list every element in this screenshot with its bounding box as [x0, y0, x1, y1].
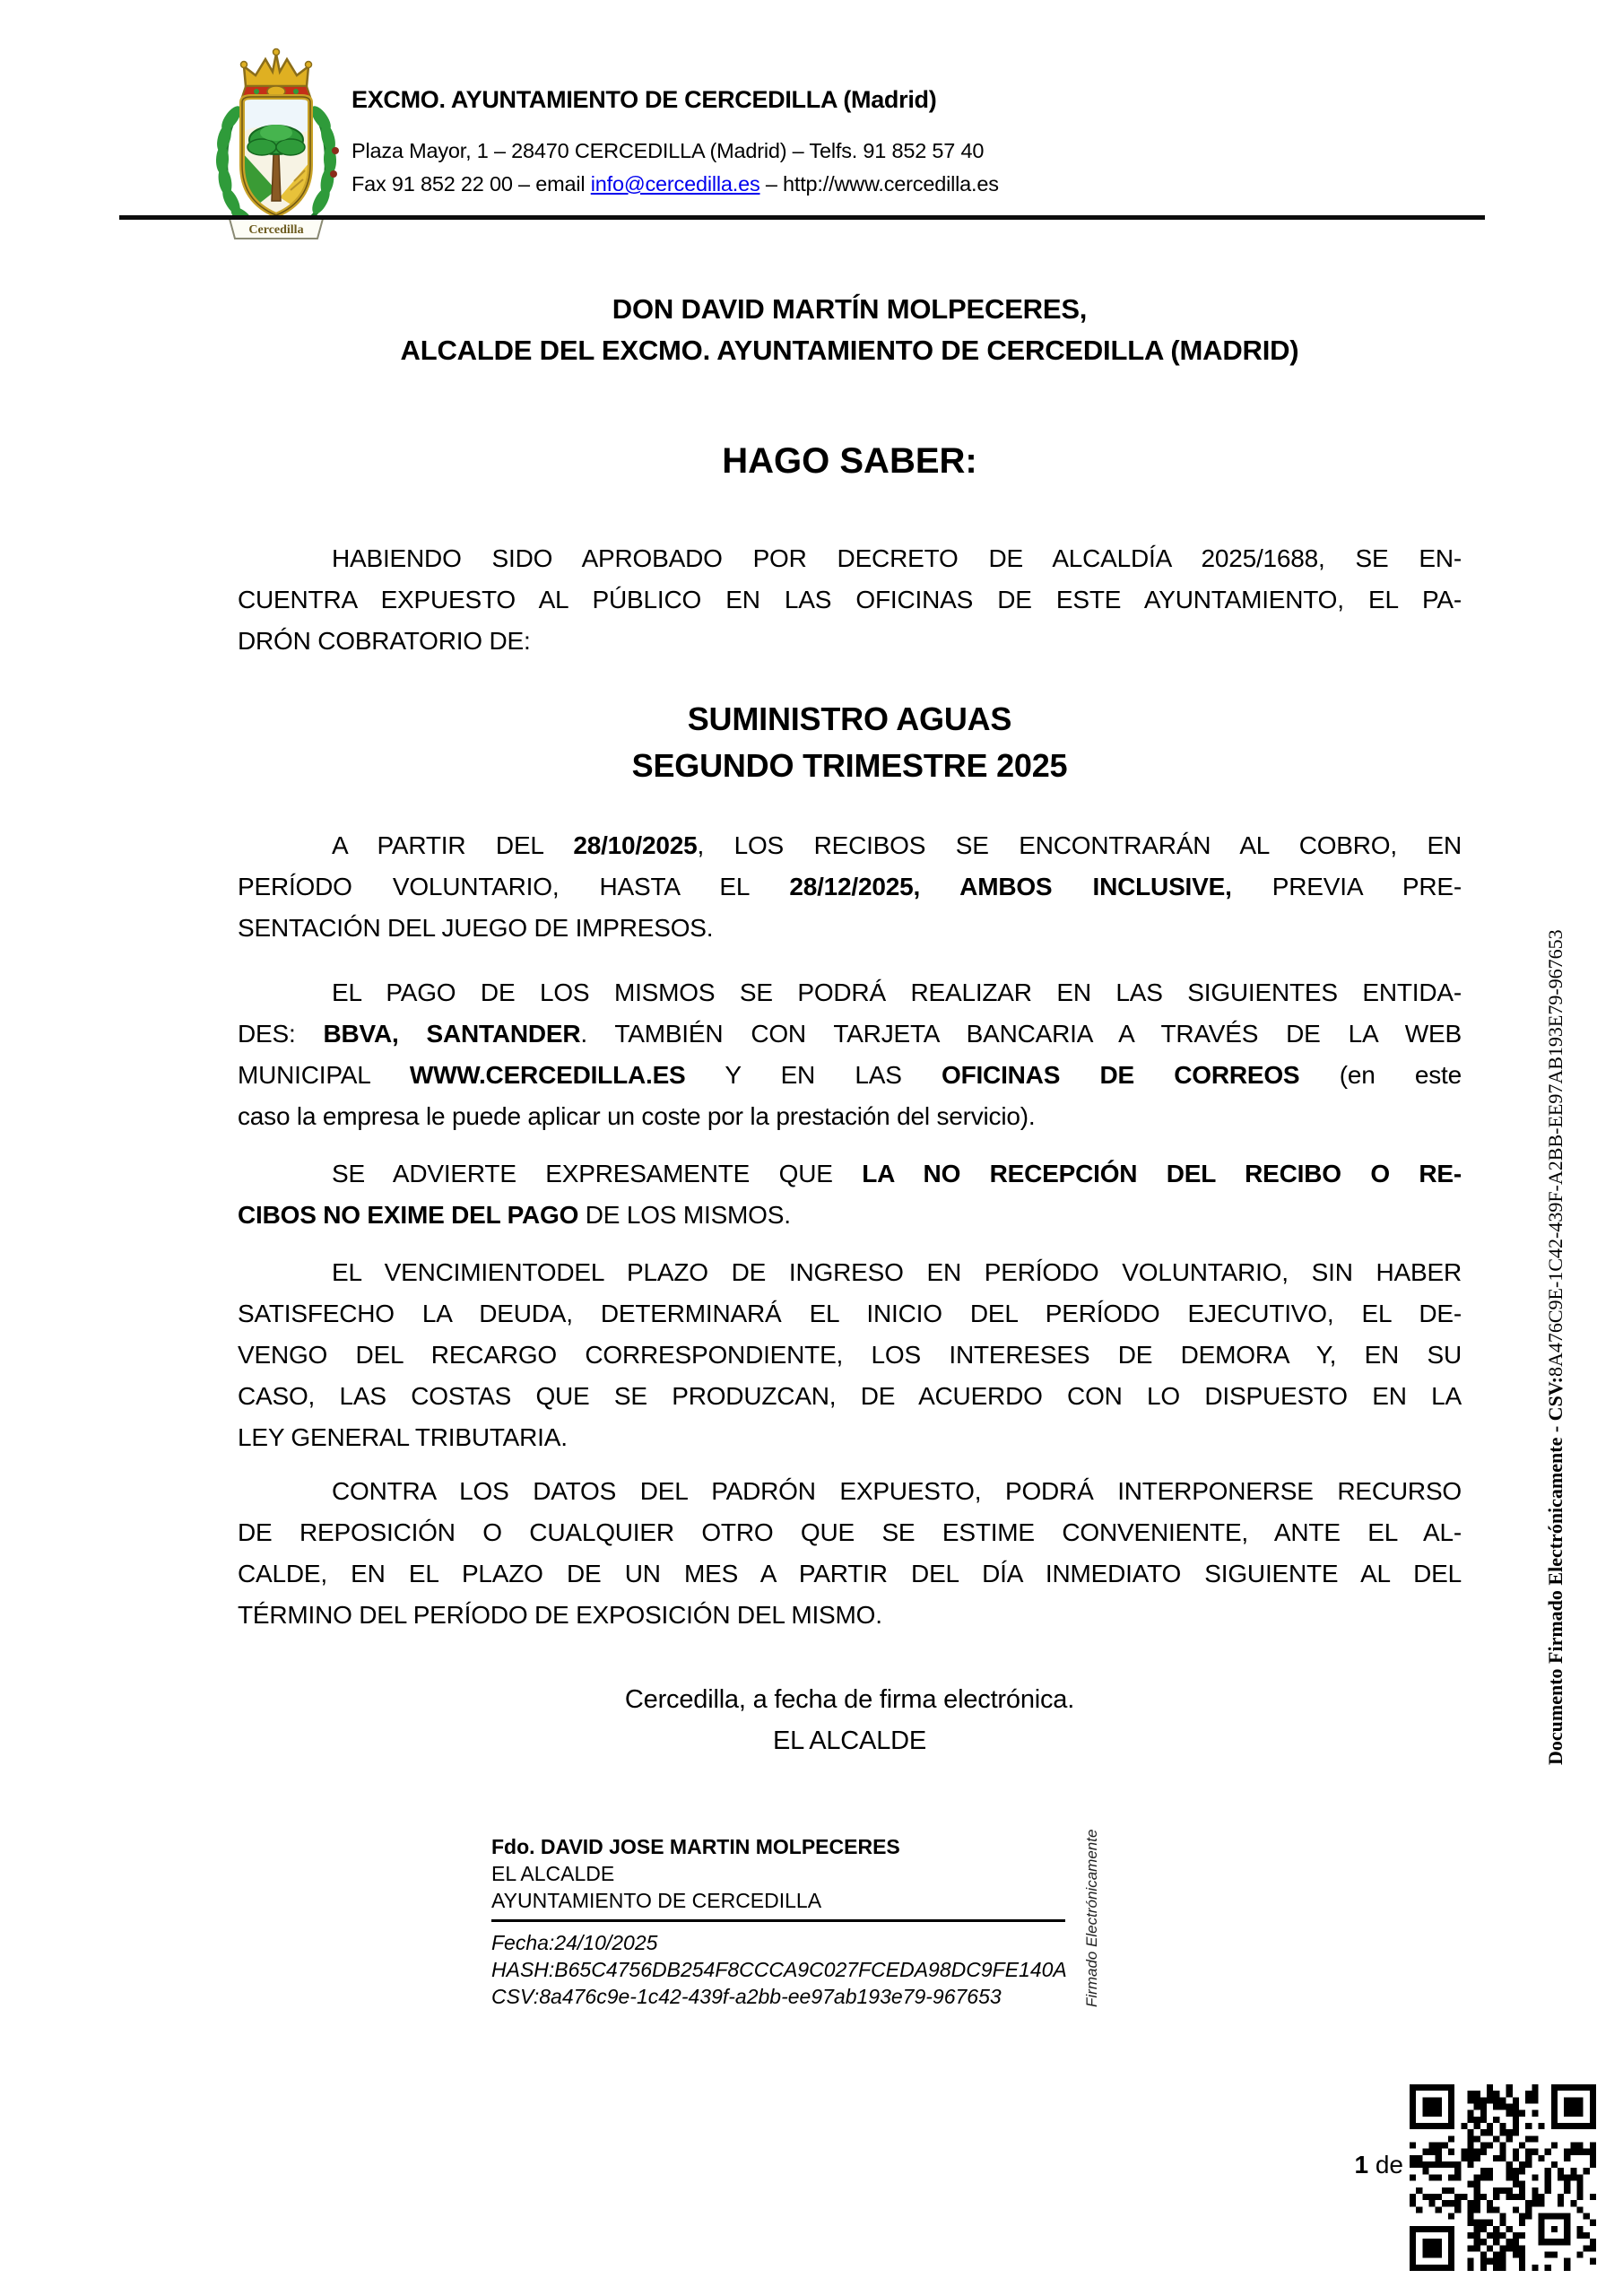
crown — [241, 49, 312, 98]
signature-name: Fdo. DAVID JOSE MARTIN MOLPECERES — [491, 1835, 900, 1858]
org-name: EXCMO. AYUNTAMIENTO DE CERCEDILLA (Madrid) — [352, 86, 937, 113]
body-text: MUNICIPAL — [238, 1061, 410, 1089]
body-line — [238, 1055, 1462, 1096]
side-csv-stamp — [1544, 929, 1567, 1765]
body-line — [238, 1096, 1462, 1137]
body-line — [238, 1512, 1462, 1553]
body-line — [238, 1153, 1462, 1195]
body-text: SENTACIÓN DEL JUEGO DE IMPRESOS. — [238, 914, 714, 942]
body-line — [238, 538, 1462, 579]
ribbon-banner — [230, 219, 323, 239]
body-line — [238, 1293, 1462, 1335]
body-text-bold: BBVA, SANTANDER — [323, 1020, 581, 1048]
body-text: CUENTRA EXPUESTO AL PÚBLICO EN LAS OFICINAS DE ESTE AYUNTAMIENTO, EL PA- — [238, 586, 1462, 613]
body-line — [238, 1376, 1462, 1417]
body-line — [238, 972, 1462, 1013]
body-text-bold: WWW.CERCEDILLA.ES — [409, 1061, 686, 1089]
body-text: Y EN LAS — [685, 1061, 942, 1089]
body-text: DE REPOSICIÓN O CUALQUIER OTRO QUE SE ESTIME CONVENIENTE, ANTE EL AL- — [238, 1518, 1462, 1546]
closing-role: EL ALCALDE — [772, 1726, 927, 1755]
qr-code — [1410, 2084, 1596, 2271]
org-contact — [352, 172, 999, 196]
body-text-bold: LA NO RECEPCIÓN DEL RECIBO O RE- — [862, 1160, 1462, 1187]
body-text: TÉRMINO DEL PERÍODO DE EXPOSICIÓN DEL MISMO. — [238, 1601, 882, 1629]
body-line — [238, 1595, 1462, 1636]
body-paragraph — [238, 1153, 1462, 1236]
body-text: SATISFECHO LA DEUDA, DETERMINARÁ EL INICIO DEL PERÍODO EJECUTIVO, EL DE- — [238, 1300, 1462, 1327]
body-line — [238, 579, 1462, 621]
body-paragraph — [238, 825, 1462, 949]
body-line — [238, 1252, 1462, 1293]
subject-line-1: SUMINISTRO AGUAS — [687, 700, 1012, 737]
signed-electronically-stamp: Firmado Electrónicamente — [1083, 1829, 1100, 2007]
body-text: . TAMBIÉN CON TARJETA BANCARIA A TRAVÉS DE LA WEB — [580, 1020, 1462, 1048]
fax-text: Fax 91 852 22 00 – email — [352, 172, 591, 196]
email-link[interactable]: info@cercedilla.es — [590, 172, 760, 196]
body-text: EL PAGO DE LOS MISMOS SE PODRÁ REALIZAR EN LAS SIGUIENTES ENTIDA- — [332, 978, 1462, 1006]
body-line — [238, 1195, 1462, 1236]
body-text: EL VENCIMIENTODEL PLAZO DE INGRESO EN PERÍODO VOLUNTARIO, SIN HABER — [332, 1258, 1462, 1286]
body-line — [238, 621, 1462, 662]
body-line — [238, 1417, 1462, 1458]
body-text: (en este — [1299, 1061, 1462, 1089]
signature-block — [491, 1833, 1065, 2010]
body-text: PREVIA PRE- — [1231, 873, 1462, 900]
signature-hash: HASH:B65C4756DB254F8CCCA9C027FCEDA98DC9FE140A — [491, 1958, 1067, 1981]
body-text: caso la empresa le puede aplicar un coste por la prestación del servicio). — [238, 1102, 1036, 1130]
body-text: CONTRA LOS DATOS DEL PADRÓN EXPUESTO, PODRÁ INTERPONERSE RECURSO — [332, 1477, 1462, 1505]
body-line — [238, 1335, 1462, 1376]
title-line-1: DON DAVID MARTÍN MOLPECERES, — [612, 293, 1088, 325]
signature-date: Fecha:24/10/2025 — [491, 1931, 658, 1954]
subject-line-2: SEGUNDO TRIMESTRE 2025 — [631, 747, 1068, 784]
body-line — [238, 1553, 1462, 1595]
address-text: Plaza Mayor, 1 – 28470 CERCEDILLA (Madrid) – Telfs. 91 852 57 40 — [352, 139, 985, 162]
body-line — [238, 908, 1462, 949]
signature-role: EL ALCALDE — [491, 1862, 615, 1885]
page-number — [1282, 2151, 1403, 2179]
body-line — [238, 1471, 1462, 1512]
website-text: – http://www.cercedilla.es — [759, 172, 999, 196]
body-line — [238, 1013, 1462, 1055]
body-text: PERÍODO VOLUNTARIO, HASTA EL — [238, 873, 790, 900]
body-text-bold: 28/12/2025, AMBOS INCLUSIVE, — [789, 873, 1232, 900]
ribbon-text: Cercedilla — [248, 223, 304, 237]
closing-place-date: Cercedilla, a fecha de firma electrónica. — [624, 1685, 1075, 1714]
signature-csv: CSV:8a476c9e-1c42-439f-a2bb-ee97ab193e79-967653 — [491, 1985, 1002, 2008]
body-paragraph — [238, 538, 1462, 662]
body-text: CALDE, EN EL PLAZO DE UN MES A PARTIR DEL DÍA INMEDIATO SIGUIENTE AL DEL — [238, 1560, 1462, 1587]
body-paragraph — [238, 972, 1462, 1137]
signature-org: AYUNTAMIENTO DE CERCEDILLA — [491, 1887, 1065, 1922]
body-line — [238, 825, 1462, 866]
body-text: HABIENDO SIDO APROBADO POR DECRETO DE ALCALDÍA 2025/1688, SE EN- — [332, 544, 1462, 572]
body-text-bold: 28/10/2025 — [573, 831, 698, 859]
body-text: A PARTIR DEL — [332, 831, 574, 859]
body-text: , LOS RECIBOS SE ENCONTRARÁN AL COBRO, EN — [697, 831, 1462, 859]
subject-heading — [238, 696, 1462, 789]
body-column — [238, 538, 1462, 1636]
body-paragraph — [238, 1471, 1462, 1636]
body-line — [238, 866, 1462, 908]
body-text-bold: CIBOS NO EXIME DEL PAGO — [238, 1201, 579, 1229]
side-csv-value: 8A476C9E-1C42-439F-A2BB-EE97AB193E79-967653 — [1544, 929, 1567, 1377]
header-divider — [119, 215, 1485, 220]
body-text: LEY GENERAL TRIBUTARIA. — [238, 1423, 568, 1451]
header-text-block — [352, 86, 999, 205]
closing-block — [238, 1679, 1462, 1761]
side-csv-label: Documento Firmado Electrónicamente - CSV: — [1544, 1377, 1567, 1765]
document-title — [238, 289, 1462, 371]
body-text: VENGO DEL RECARGO CORRESPONDIENTE, LOS INTERESES DE DEMORA Y, EN SU — [238, 1341, 1462, 1369]
page-of-label: de — [1375, 2151, 1403, 2179]
body-text: SE ADVIERTE EXPRESAMENTE QUE — [332, 1160, 863, 1187]
body-paragraph — [238, 1252, 1462, 1458]
body-text-bold: OFICINAS DE CORREOS — [941, 1061, 1300, 1089]
hago-saber-heading: HAGO SABER: — [722, 441, 977, 481]
body-text: CASO, LAS COSTAS QUE SE PRODUZCAN, DE ACUERDO CON LO DISPUESTO EN LA — [238, 1382, 1462, 1410]
body-text: DE LOS MISMOS. — [578, 1201, 791, 1229]
body-text: DRÓN COBRATORIO DE: — [238, 627, 531, 655]
body-text: DES: — [238, 1020, 324, 1048]
title-line-2: ALCALDE DEL EXCMO. AYUNTAMIENTO DE CERCEDILLA (MADRID) — [400, 335, 1299, 366]
org-address — [352, 139, 999, 163]
page-current: 1 — [1354, 2151, 1369, 2179]
